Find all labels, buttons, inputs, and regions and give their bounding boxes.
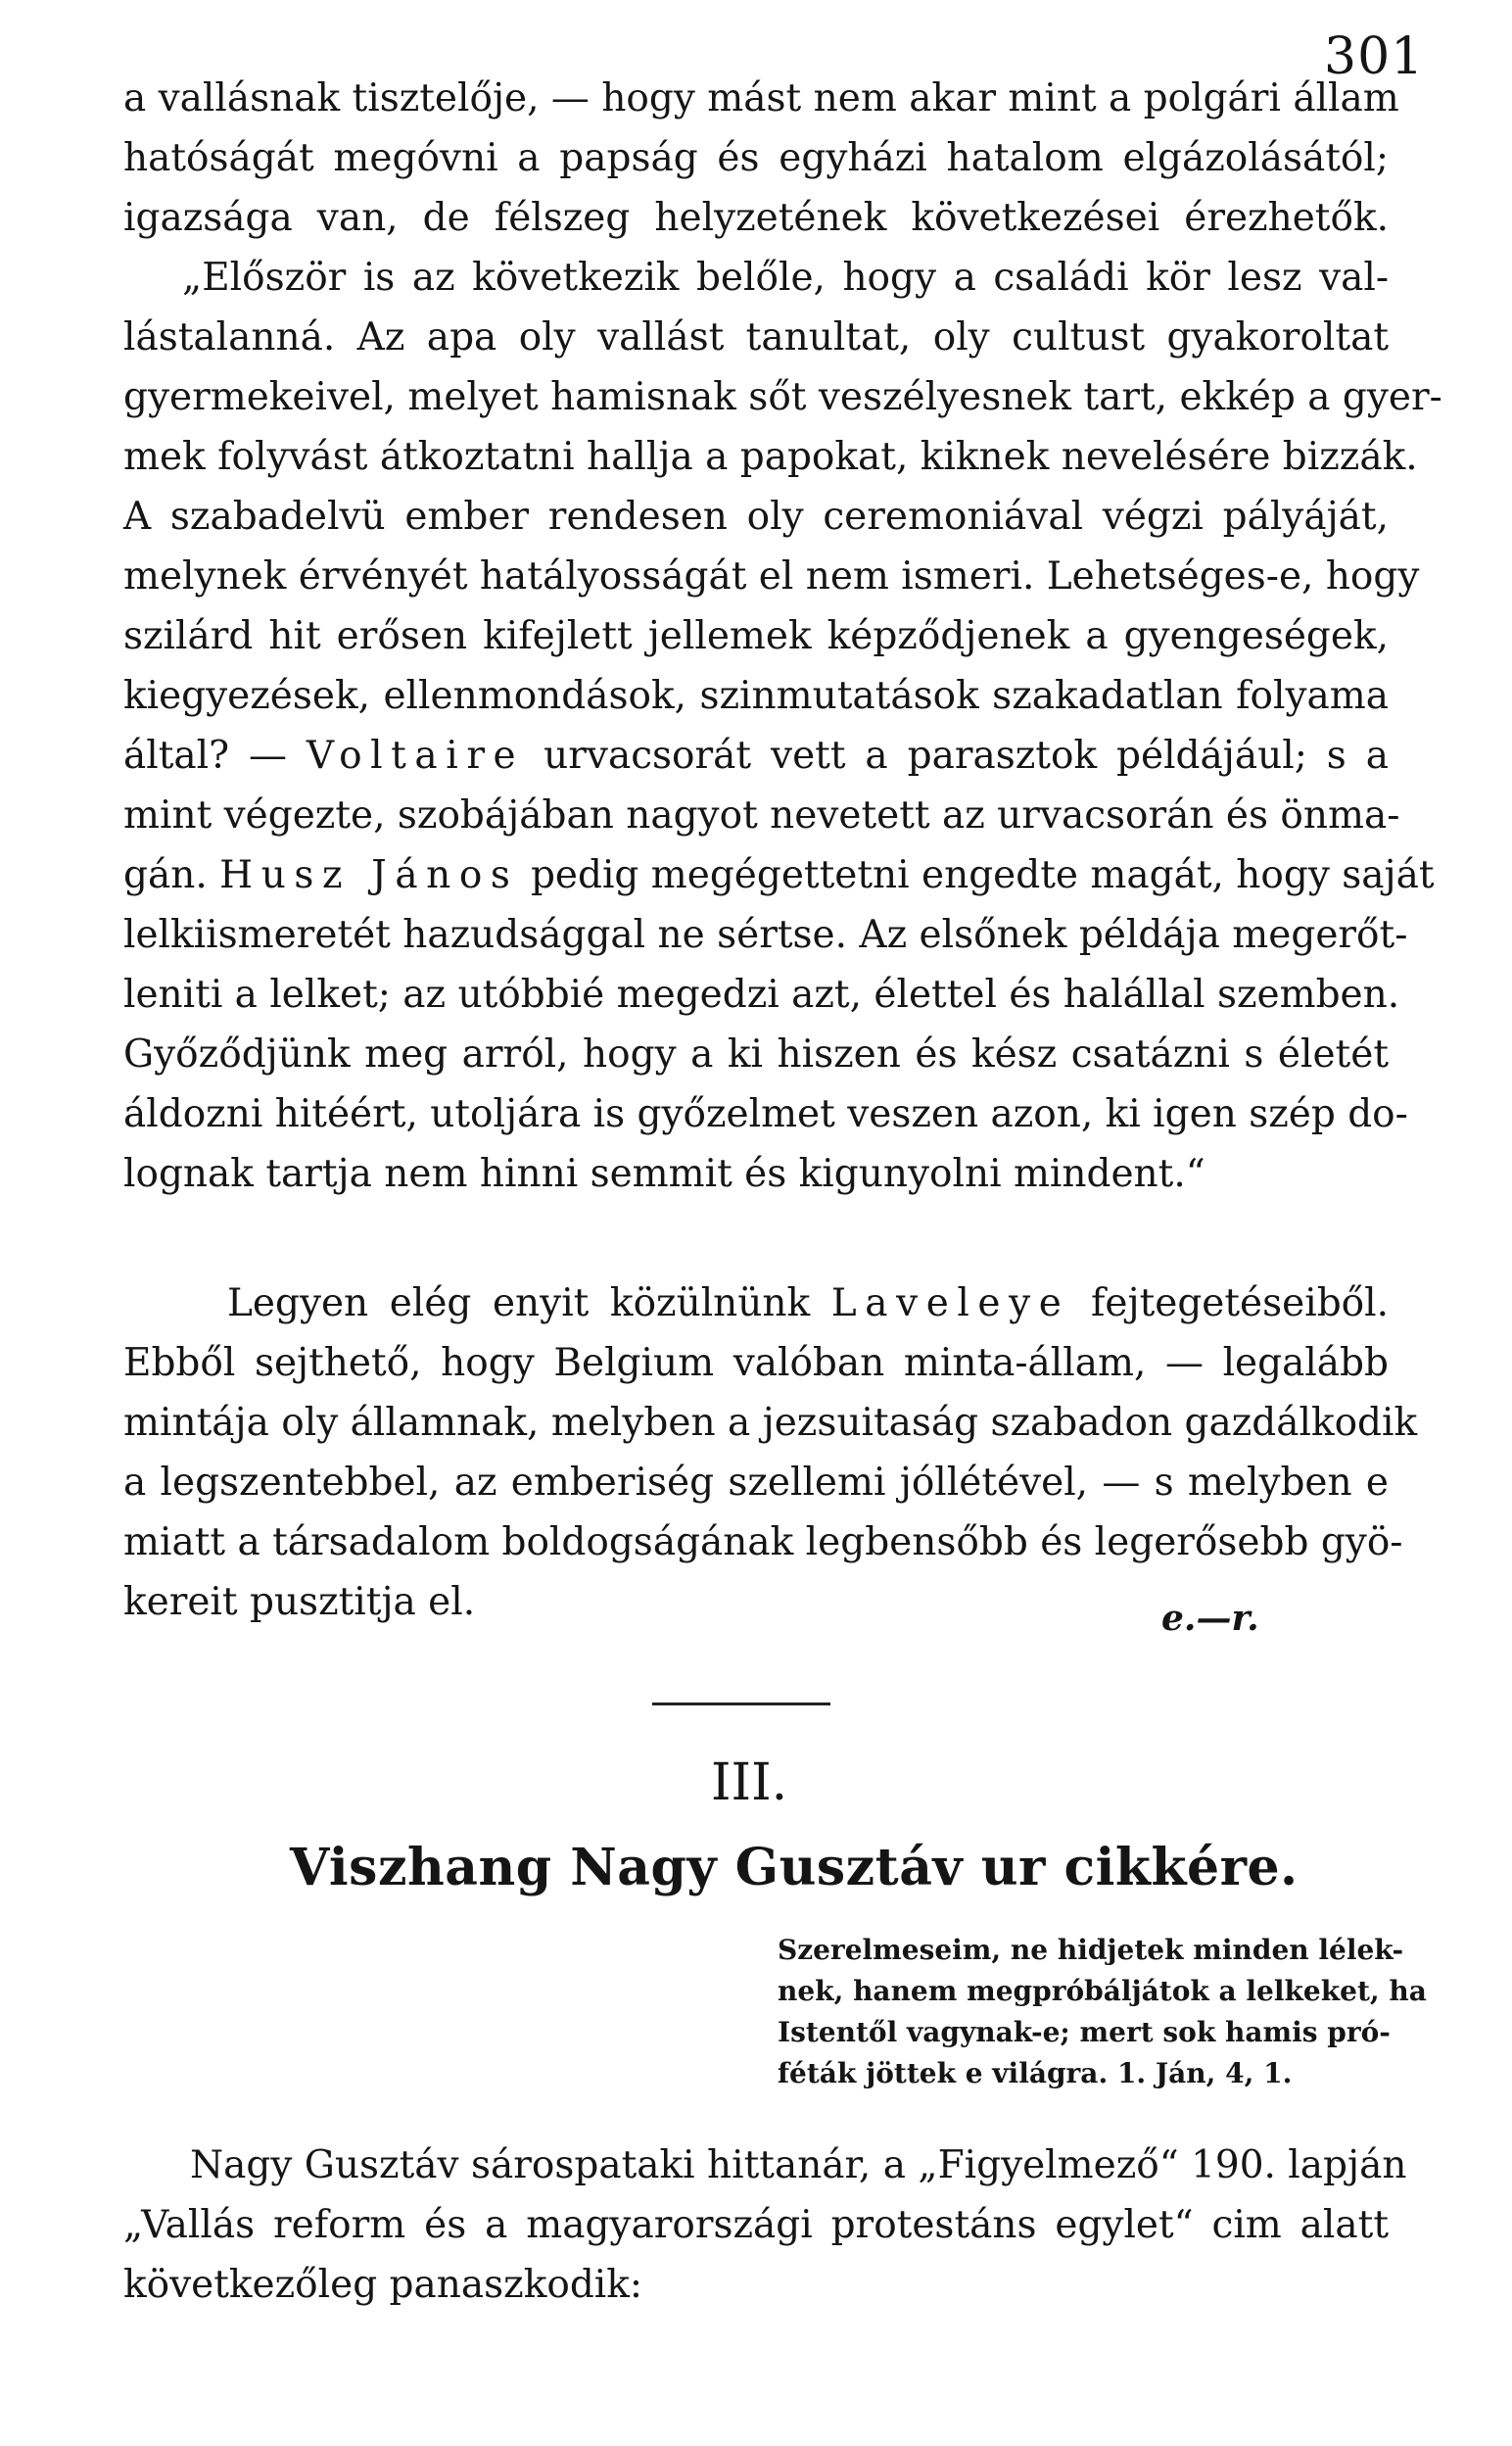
paragraph-voltaire-passage	[123, 69, 1442, 1204]
author-signature: e.—r.	[1161, 1598, 1259, 1639]
text-line: lelkiismeretét hazudsággal ne sértse. Az elsőnek példája megerőt-	[123, 913, 1408, 957]
text-fragment: Legyen elég enyit közülnünk	[227, 1281, 811, 1325]
text-fragment: pedig megégettetni engedte magát, hogy saját	[530, 853, 1435, 897]
text-line-husz	[123, 845, 1435, 905]
text-line: hatóságát megóvni a papság és egyházi hatalom elgázolásától;	[123, 136, 1389, 180]
text-line: igazsága van, de félszeg helyzetének következései érezhetők.	[123, 196, 1389, 240]
text-line: lástalanná. Az apa oly vallást tanultat, oly cultust gyakoroltat	[123, 315, 1389, 360]
text-line: miatt a társadalom boldogságának legbensőbb és legerősebb gyö-	[123, 1520, 1403, 1564]
text-line: szilárd hit erősen kifejlett jellemek képződjenek a gyengeségek,	[123, 614, 1389, 658]
text-fragment: fejtegetéseiből.	[1090, 1281, 1390, 1325]
text-line: a vallásnak tisztelője, — hogy mást nem akar mint a polgári állam	[123, 76, 1399, 120]
name-husz-janos: Husz János	[219, 853, 519, 897]
text-line: leniti a lelket; az utóbbié megedzi azt, élettel és halállal szemben.	[123, 973, 1400, 1017]
text-line: kiegyezések, ellenmondások, szinmutatások szakadatlan folyama	[123, 674, 1389, 718]
text-line: áldozni hitéért, utoljára is győzelmet veszen azon, ki igen szép do-	[123, 1092, 1408, 1136]
text-line: „Először is az következik belőle, hogy a családi kör lesz val-	[182, 256, 1389, 300]
text-line: lognak tartja nem hinni semmit és kigunyolni mindent.“	[123, 1152, 1205, 1196]
text-fragment: által? —	[123, 734, 287, 778]
chapter-title: Viszhang Nagy Gusztáv ur cikkére.	[290, 1838, 1299, 1897]
epigraph-line: nek, hanem megpróbáljátok a lelkeket, ha	[778, 1975, 1427, 2007]
text-line: mek folyvást átkoztatni hallja a papokat, kiknek nevelésére bizzák.	[123, 435, 1418, 479]
page-number: 301	[1324, 27, 1425, 86]
section-divider	[652, 1703, 830, 1705]
epigraph-line: féták jöttek e világra. 1. Ján, 4, 1.	[778, 2057, 1293, 2089]
text-line: gyermekeivel, melyet hamisnak sőt veszélyesnek tart, ekkép a gyer-	[123, 375, 1442, 419]
text-fragment: urvacsorát vett a parasztok példájául; s a	[543, 734, 1389, 778]
name-laveleye: Laveleye	[830, 1281, 1070, 1325]
text-line-voltaire	[123, 726, 1389, 786]
text-line: következőleg panaszkodik:	[123, 2263, 643, 2307]
text-line-laveleye	[123, 1273, 1389, 1333]
epigraph	[778, 1930, 1427, 2094]
text-line: melynek érvényét hatályosságát el nem ismeri. Lehetséges-e, hogy	[123, 554, 1420, 599]
text-line: mint végezte, szobájában nagyot nevetett az urvacsorán és önma-	[123, 793, 1400, 838]
epigraph-line: Istentől vagynak-e; mert sok hamis pró-	[778, 2016, 1391, 2048]
text-line: mintája oly államnak, melyben a jezsuitaság szabadon gazdálkodik	[123, 1401, 1418, 1445]
text-fragment: gán.	[123, 853, 208, 897]
paragraph-laveleye-conclusion	[123, 1273, 1418, 1632]
text-line: „Vallás reform és a magyarországi protestáns egylet“ cim alatt	[123, 2203, 1389, 2247]
paragraph-nagy-gusztav	[123, 2135, 1407, 2315]
chapter-numeral: III.	[711, 1753, 788, 1812]
epigraph-line: Szerelmeseim, ne hidjetek minden lélek-	[778, 1934, 1404, 1966]
text-line: A szabadelvü ember rendesen oly ceremoniával végzi pályáját,	[123, 495, 1389, 539]
text-line: Nagy Gusztáv sárospataki hittanár, a „Figyelmező“ 190. lapján	[190, 2143, 1407, 2187]
name-voltaire: Voltaire	[306, 734, 525, 778]
text-line: a legszentebbel, az emberiség szellemi jóllétével, — s melyben e	[123, 1461, 1389, 1505]
text-line: kereit pusztitja el.	[123, 1580, 476, 1624]
text-line: Ebből sejthető, hogy Belgium valóban minta-állam, — legalább	[123, 1341, 1389, 1385]
text-line: Győződjünk meg arról, hogy a ki hiszen és kész csatázni s életét	[123, 1032, 1389, 1077]
